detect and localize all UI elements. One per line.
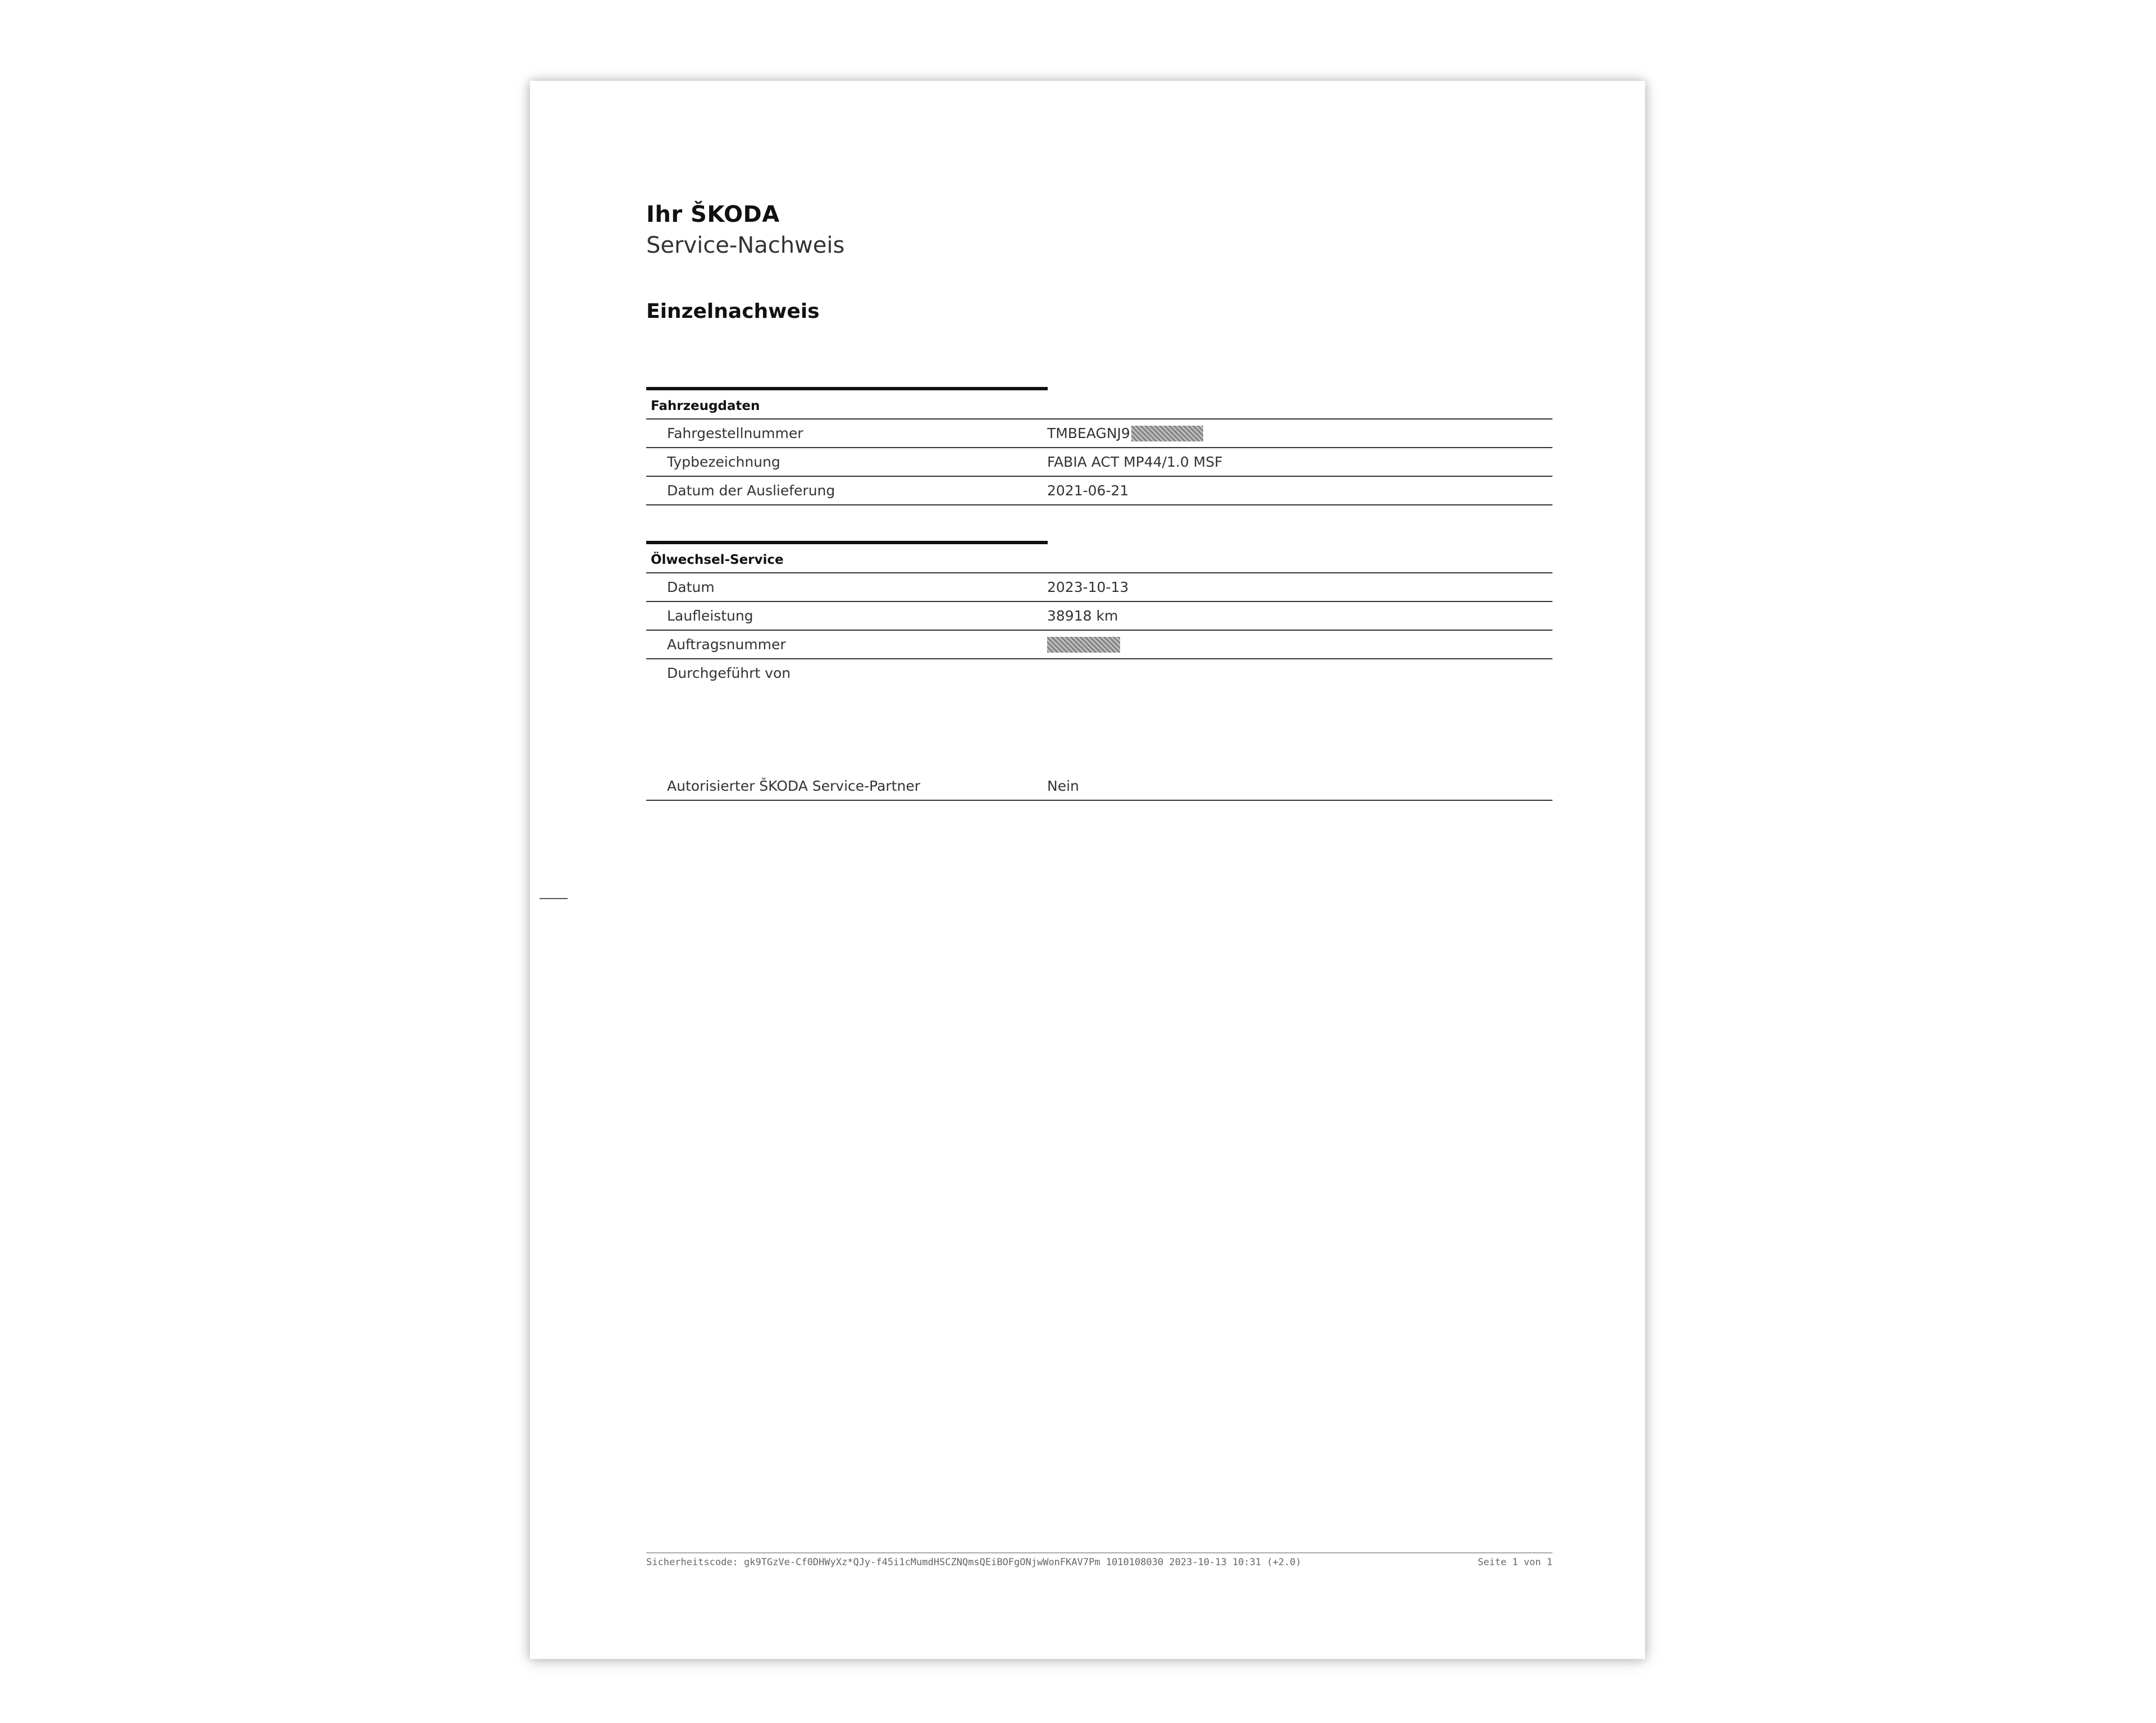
row-value	[1047, 420, 1552, 447]
table-row	[646, 420, 1552, 448]
row-value: FABIA ACT MP44/1.0 MSF	[1047, 454, 1223, 470]
row-value	[1047, 631, 1552, 658]
row-label: Laufleistung	[667, 608, 753, 624]
row-value	[1047, 659, 1552, 687]
table-row	[646, 573, 1552, 602]
table-row	[646, 448, 1552, 477]
page-number: Seite 1 von 1	[1477, 1557, 1552, 1568]
table-row	[646, 477, 1552, 505]
row-value: Nein	[1047, 778, 1079, 794]
row-label: Datum	[667, 579, 715, 595]
security-code: Sicherheitscode: gk9TGzVe-Cf0DHWyXz*QJy-f45i1cMumdHSCZNQmsQEiBOFgONjwWonFKAV7Pm 1010108030 2023-10-13 10:31 (+2.0)	[646, 1557, 1301, 1568]
oil-service-section	[646, 541, 1552, 801]
row-label: Datum der Auslieferung	[667, 482, 835, 499]
vin-prefix: TMBEAGNJ9	[1047, 425, 1130, 441]
table-row	[646, 772, 1552, 801]
section-title: Ölwechsel-Service	[646, 544, 1552, 573]
vehicle-data-section	[646, 387, 1552, 505]
blank-space	[646, 687, 1552, 772]
brand-title: Ihr ŠKODA	[646, 202, 780, 227]
redacted-block	[1131, 426, 1203, 441]
document-page	[530, 81, 1645, 1659]
row-label: Auftragsnummer	[667, 636, 786, 653]
fold-mark	[540, 898, 568, 899]
section-title: Fahrzeugdaten	[646, 390, 1552, 420]
row-label: Autorisierter ŠKODA Service-Partner	[667, 778, 921, 794]
table-row	[646, 631, 1552, 659]
redacted-block	[1047, 637, 1120, 653]
row-label: Durchgeführt von	[667, 665, 791, 681]
page-footer	[646, 1552, 1552, 1568]
row-label: Fahrgestellnummer	[667, 425, 803, 441]
table-row	[646, 602, 1552, 631]
document-heading: Einzelnachweis	[646, 300, 820, 323]
document-subtitle: Service-Nachweis	[646, 233, 845, 258]
row-label: Typbezeichnung	[667, 454, 780, 470]
table-row	[646, 659, 1552, 687]
row-value: 2023-10-13	[1047, 579, 1129, 595]
row-value: 38918 km	[1047, 608, 1118, 624]
row-value: 2021-06-21	[1047, 482, 1129, 499]
